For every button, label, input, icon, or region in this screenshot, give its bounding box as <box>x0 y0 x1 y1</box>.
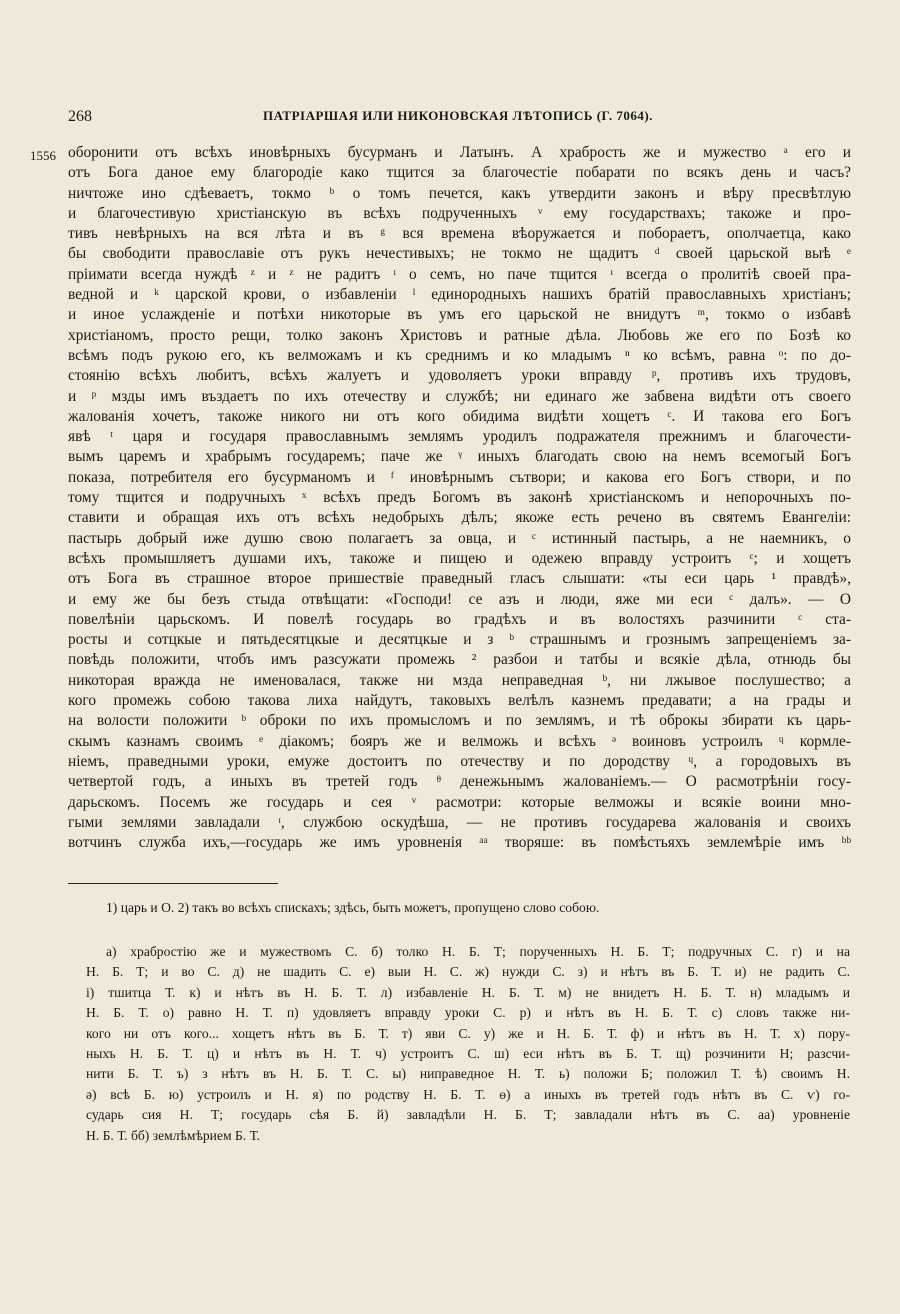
text-line: кого промежь собою такова лиха найдутъ, таковыхъ велѣлъ казнемъ предавати; а на грады и <box>68 692 851 710</box>
text-line: скымъ казнамъ своимъ ᵉ діакомъ; бояръ же и велможь и всѣхъ ᵊ воиновъ устроилъ ᶣ кормле- <box>68 732 851 750</box>
text-line: всѣхъ промышляетъ душами ихъ, такоже и пищею и одежею вправду устроитъ ᶜ; и хощетъ <box>68 549 851 567</box>
text-line: пастырь добрый иже душю свою полагаетъ за овца, и ᶜ истинный пастырь, а не наемникъ, о <box>68 529 851 547</box>
text-line: тому тщится и подручныхъ ˣ всѣхъ предъ Богомъ въ законѣ христіанскомъ и непорочныхъ по- <box>68 489 851 507</box>
text-line: показа, потребителя его бусурманомъ и ᶠ иновѣрнымъ сътвори; и какова его Богъ створи, и по <box>68 468 851 486</box>
footnotes-numbered: 1) царь и О. 2) такъ во всѣхъ спискахъ; здѣсь, быть можетъ, пропущено слово собою. <box>106 900 600 915</box>
text-line: дарьскомъ. Посемъ же государь и сея ᵛ расмотри: которые велможы и всякіе воини мно- <box>68 793 851 811</box>
page-header <box>68 108 848 134</box>
page-number: 268 <box>68 108 92 125</box>
text-line: на волости положити ᵇ оброки по ихъ промысломъ и по землямъ, и тѣ оброкы збирати къ царь- <box>68 712 851 730</box>
text-line: и ему же бы безъ стыда отвѣщати: «Господи! се азъ и люди, яже ми еси ᶜ далъ». — О <box>68 590 851 608</box>
footnotes-lettered <box>86 942 850 1146</box>
footnote-line: і) тшитца Т. к) и нѣтъ въ Н. Б. Т. л) избавленіе Н. Б. Т. м) не внидетъ Н. Б. Т. н) младымъ и <box>86 984 850 1000</box>
footnote-line: Н. Б. Т; и во С. д) не шадить С. е) выи Н. С. ж) нужди С. з) и нѣтъ въ Б. Т. и) не радить С. <box>86 964 850 980</box>
text-line: ніемъ, праведными уроки, емуже достоитъ по отечеству и по дородству ᶣ, а городовыхъ въ <box>68 752 851 770</box>
footnote-line: сударь сия Н. Т; государь сѣя Б. й) завладѣли Н. Б. Т; завладали нѣтъ въ С. аа) уровненіе <box>86 1107 850 1123</box>
text-line: христіаномъ, просто рещи, толко законъ Христовъ и ратные дѣла. Любовь же его по Бозѣ ко <box>68 326 851 344</box>
text-line: ничтоже ино сдѣеваетъ, токмо ᵇ о томъ печется, какъ утвердити законъ и вѣру пресвѣтлую <box>68 184 851 202</box>
text-line: четвертой годъ, а иныхъ въ третей годъ ᶿ денежьнымъ жалованіемъ.— О расмотрѣніи госу- <box>68 773 851 791</box>
text-line: пріимати всегда нуждѣ ᶻ и ᶻ не радитъ ᶦ о семъ, но паче тщится ᶦ всегда о пролитіѣ своей пра- <box>68 265 851 283</box>
text-line: явѣ ᵗ царя и государя православнымъ землямъ уродилъ подражателя прежнимъ и благочести- <box>68 428 851 446</box>
text-line: всѣмъ подъ рукою его, къ велможамъ и къ среднимъ и ко младымъ ⁿ ко всѣмъ, равна ᵒ: по до- <box>68 346 851 364</box>
text-line: ставити и обращая ихъ отъ всѣхъ недобрыхъ дѣлъ; якоже есть речено въ святемъ Евангеліи: <box>68 509 851 527</box>
text-line: жалованія хочетъ, такоже никого ни отъ кого обидима видѣти хощетъ ᶜ. И такова его Богъ <box>68 407 851 425</box>
text-line: и иное услажденіе и потѣхи никоторые въ умъ его царьской не внидутъ ᵐ, токмо о избавѣ <box>68 306 851 324</box>
text-line: оборонити отъ всѣхъ иновѣрныхъ бусурманъ и Латынъ. А храбрость же и мужество ᵃ его и <box>68 144 851 161</box>
running-title: ПАТРІАРШАЯ ИЛИ НИКОНОВСКАЯ ЛѢТОПИСЬ (Г. 7064). <box>263 108 653 123</box>
text-line: ведной и ᵏ царской крови, о избавленіи ˡ единородныхъ нашихъ братій православныхъ христіанъ; <box>68 286 851 304</box>
text-line: повелѣніи царьскомъ. И повелѣ государь во градѣхъ и въ волостяхъ разчинити ᶜ ста- <box>68 610 851 628</box>
text-line: бы свободити православіе отъ рукъ нечестивыхъ; не токмо не щадитъ ᵈ своей царьской выѣ ᵉ <box>68 245 851 263</box>
text-line: и ᵖ мзды имъ въздаетъ по ихъ отечеству и службѣ; ни единаго же забвена видѣти отъ своего <box>68 387 851 405</box>
text-line: отъ Бога въ страшное второе пришествіе праведный гласъ слышати: «ты еси царь ¹ правдѣ», <box>68 570 851 588</box>
footnote-line: ныхъ Н. Б. Т. ц) и нѣтъ въ Н. Т. ч) устроитъ С. ш) еси нѣтъ въ Б. Т. щ) розчинити Н; разсчи- <box>86 1045 850 1061</box>
text-line: вымъ царемъ и храбрымъ государемъ; паче же ᵞ иныхъ благодать свою на немъ всемогый Богъ <box>68 448 851 466</box>
footnote-line: а) храбростію же и мужествомъ С. б) толко Н. Б. Т; порученныхъ Н. Б. Т; подручных С. г) и на <box>106 944 850 959</box>
text-line: росты и сотцкые и пятьдесятцкые и десятцкые и з ᵇ страшнымъ и грознымъ запрещеніемъ за- <box>68 631 851 649</box>
footnote-line: Н. Б. Т. о) равно Н. Т. п) удовляетъ вправду уроки С. р) и нѣтъ въ Н. Б. Т. с) словъ также ни- <box>86 1005 850 1021</box>
body-text <box>68 143 851 853</box>
text-line: повѣдь положити, чтобъ имъ разсужати промежь ² разбои и татбы и всякіе дѣла, отнюдь бы <box>68 651 851 669</box>
footnote-rule <box>68 883 278 884</box>
footnote-line: ә) всѣ Б. ю) устроилъ и Н. я) по родству Н. Б. Т. ѳ) а иныхъ въ третей годъ нѣтъ въ С. ѵ) го- <box>86 1086 850 1102</box>
text-line: и благочестивую христіанскую въ всѣхъ подрученныхъ ᵛ ему государствахъ; такоже и про- <box>68 204 851 222</box>
text-line: гыми землями завладали ᶦ, службою оскудѣша, — не противъ государева жалованія и своихъ <box>68 813 851 831</box>
footnote-line: Н. Б. Т. бб) землѣмѣрием Б. Т. <box>86 1127 260 1143</box>
text-line: тивъ невѣрныхъ на вся лѣта и въ ᵍ вся времена вѣоружается и побораетъ, ополчаетца, како <box>68 225 851 243</box>
margin-year: 1556 <box>30 148 56 163</box>
text-line: вотчинъ служба ихъ,—государь же имъ уровненія ᵃᵃ творяше: въ помѣстьяхъ землемѣріе имъ ᵇᵇ <box>68 834 851 852</box>
footnote-line: нити Б. Т. ъ) з нѣтъ въ Н. Б. Т. С. ы) ниправедное Н. Т. ь) положи Б; положил Т. ѣ) своимъ Н. <box>86 1066 850 1082</box>
text-line: стоянію всѣхъ любитъ, всѣхъ жалуетъ и удоволяетъ уроки вправду ᵖ, противъ ихъ трудовъ, <box>68 367 851 385</box>
text-line: отъ Бога даное ему благородіе како тщится за благочестіе побарати по всякъ день и часъ? <box>68 164 851 182</box>
footnote-line: кого ни отъ кого... хощетъ нѣтъ въ Б. Т. т) яви С. у) же и Н. Б. Т. ф) и нѣтъ въ Н. Т. х) пору- <box>86 1025 850 1041</box>
text-line: никоторая вражда не именовалася, также ни мзда неправедная ᵇ, ни лжывое послушество; а <box>68 671 851 689</box>
